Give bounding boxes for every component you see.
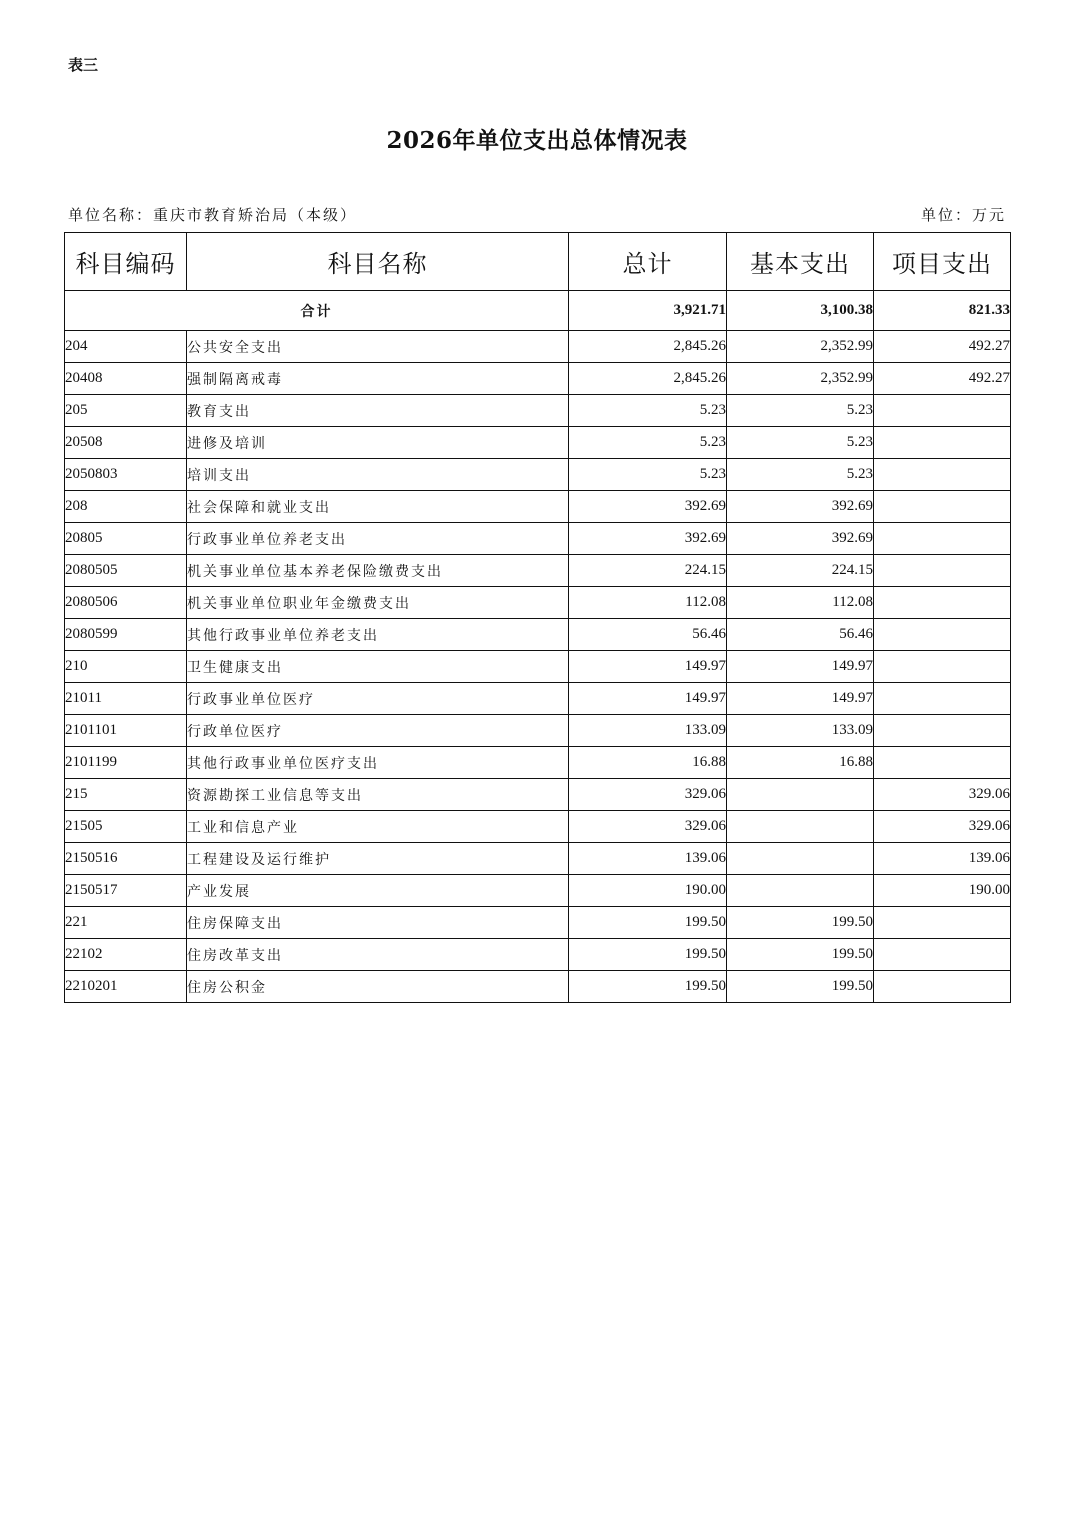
cell-total: 199.50 — [569, 971, 727, 1003]
total-row — [65, 291, 1011, 331]
cell-total: 392.69 — [569, 491, 727, 523]
table-row — [65, 843, 1011, 875]
cell-project — [874, 523, 1011, 555]
cell-basic: 112.08 — [727, 587, 874, 619]
cell-basic: 16.88 — [727, 747, 874, 779]
cell-basic — [727, 811, 874, 843]
cell-project — [874, 395, 1011, 427]
cell-project — [874, 939, 1011, 971]
cell-basic: 149.97 — [727, 683, 874, 715]
cell-total: 56.46 — [569, 619, 727, 651]
table-row — [65, 651, 1011, 683]
cell-code: 22102 — [65, 939, 187, 971]
cell-name: 行政单位医疗 — [187, 715, 569, 747]
cell-project — [874, 491, 1011, 523]
cell-total: 2,845.26 — [569, 331, 727, 363]
cell-name: 机关事业单位基本养老保险缴费支出 — [187, 555, 569, 587]
table-row — [65, 363, 1011, 395]
cell-project — [874, 747, 1011, 779]
table-row — [65, 683, 1011, 715]
cell-code: 2080506 — [65, 587, 187, 619]
cell-project — [874, 715, 1011, 747]
page-title: 2026年单位支出总体情况表 — [386, 127, 688, 154]
sheet-label: 表三 — [68, 56, 99, 74]
cell-name: 社会保障和就业支出 — [187, 491, 569, 523]
cell-name: 其他行政事业单位养老支出 — [187, 619, 569, 651]
cell-project — [874, 555, 1011, 587]
cell-name: 行政事业单位养老支出 — [187, 523, 569, 555]
cell-name: 其他行政事业单位医疗支出 — [187, 747, 569, 779]
cell-project — [874, 619, 1011, 651]
table-row — [65, 395, 1011, 427]
table-row — [65, 939, 1011, 971]
cell-total: 5.23 — [569, 427, 727, 459]
table-row — [65, 971, 1011, 1003]
cell-total: 149.97 — [569, 683, 727, 715]
cell-total: 329.06 — [569, 779, 727, 811]
cell-code: 210 — [65, 651, 187, 683]
header-row — [65, 233, 1011, 291]
cell-code: 215 — [65, 779, 187, 811]
cell-code: 21505 — [65, 811, 187, 843]
cell-name: 行政事业单位医疗 — [187, 683, 569, 715]
cell-project: 492.27 — [874, 331, 1011, 363]
cell-basic: 2,352.99 — [727, 331, 874, 363]
cell-name: 工程建设及运行维护 — [187, 843, 569, 875]
cell-code: 2080505 — [65, 555, 187, 587]
cell-basic: 2,352.99 — [727, 363, 874, 395]
cell-name: 住房改革支出 — [187, 939, 569, 971]
expenditure-table — [64, 232, 1011, 1003]
cell-basic: 392.69 — [727, 523, 874, 555]
table-row — [65, 907, 1011, 939]
cell-project: 329.06 — [874, 779, 1011, 811]
cell-name: 资源勘探工业信息等支出 — [187, 779, 569, 811]
cell-code: 2150516 — [65, 843, 187, 875]
cell-code: 204 — [65, 331, 187, 363]
cell-code: 20408 — [65, 363, 187, 395]
cell-basic — [727, 779, 874, 811]
cell-total: 224.15 — [569, 555, 727, 587]
table-row — [65, 331, 1011, 363]
cell-project — [874, 971, 1011, 1003]
cell-basic: 392.69 — [727, 491, 874, 523]
cell-total: 190.00 — [569, 875, 727, 907]
cell-project: 329.06 — [874, 811, 1011, 843]
cell-project — [874, 459, 1011, 491]
cell-total: 199.50 — [569, 939, 727, 971]
cell-name: 产业发展 — [187, 875, 569, 907]
cell-name: 卫生健康支出 — [187, 651, 569, 683]
cell-code: 2210201 — [65, 971, 187, 1003]
table-row — [65, 555, 1011, 587]
cell-name: 公共安全支出 — [187, 331, 569, 363]
cell-total: 2,845.26 — [569, 363, 727, 395]
table-row — [65, 811, 1011, 843]
cell-name: 进修及培训 — [187, 427, 569, 459]
header-basic: 基本支出 — [727, 233, 874, 291]
cell-code: 2101199 — [65, 747, 187, 779]
cell-project — [874, 683, 1011, 715]
cell-name: 机关事业单位职业年金缴费支出 — [187, 587, 569, 619]
cell-total: 5.23 — [569, 395, 727, 427]
cell-basic: 149.97 — [727, 651, 874, 683]
cell-code: 2050803 — [65, 459, 187, 491]
unit-label: 单位：万元 — [920, 206, 1006, 224]
cell-code: 20805 — [65, 523, 187, 555]
header-name: 科目名称 — [187, 233, 569, 291]
table-row — [65, 779, 1011, 811]
cell-code: 2080599 — [65, 619, 187, 651]
cell-project — [874, 651, 1011, 683]
cell-basic — [727, 875, 874, 907]
cell-project — [874, 427, 1011, 459]
table-row — [65, 619, 1011, 651]
cell-total: 16.88 — [569, 747, 727, 779]
cell-basic: 224.15 — [727, 555, 874, 587]
cell-project — [874, 907, 1011, 939]
table-row — [65, 587, 1011, 619]
cell-basic: 5.23 — [727, 395, 874, 427]
cell-code: 2150517 — [65, 875, 187, 907]
cell-code: 221 — [65, 907, 187, 939]
cell-total: 149.97 — [569, 651, 727, 683]
cell-total: 139.06 — [569, 843, 727, 875]
cell-basic — [727, 843, 874, 875]
header-total: 总计 — [569, 233, 727, 291]
cell-code: 208 — [65, 491, 187, 523]
table-row — [65, 523, 1011, 555]
cell-basic: 199.50 — [727, 907, 874, 939]
table-row — [65, 491, 1011, 523]
cell-code: 205 — [65, 395, 187, 427]
cell-code: 20508 — [65, 427, 187, 459]
cell-project — [874, 587, 1011, 619]
cell-project: 492.27 — [874, 363, 1011, 395]
table-row — [65, 715, 1011, 747]
cell-total: 392.69 — [569, 523, 727, 555]
cell-total: 112.08 — [569, 587, 727, 619]
total-project: 821.33 — [874, 291, 1011, 331]
cell-basic: 199.50 — [727, 971, 874, 1003]
total-basic: 3,100.38 — [727, 291, 874, 331]
cell-name: 住房保障支出 — [187, 907, 569, 939]
cell-total: 329.06 — [569, 811, 727, 843]
header-project: 项目支出 — [874, 233, 1011, 291]
table-row — [65, 459, 1011, 491]
cell-project: 139.06 — [874, 843, 1011, 875]
cell-basic: 5.23 — [727, 459, 874, 491]
cell-code: 2101101 — [65, 715, 187, 747]
cell-code: 21011 — [65, 683, 187, 715]
header-code: 科目编码 — [65, 233, 187, 291]
cell-name: 住房公积金 — [187, 971, 569, 1003]
table-row — [65, 747, 1011, 779]
cell-name: 教育支出 — [187, 395, 569, 427]
table-row — [65, 875, 1011, 907]
table-body — [65, 291, 1011, 1003]
cell-basic: 5.23 — [727, 427, 874, 459]
cell-basic: 133.09 — [727, 715, 874, 747]
cell-basic: 199.50 — [727, 939, 874, 971]
unit-name: 单位名称：重庆市教育矫治局（本级） — [68, 206, 358, 224]
cell-basic: 56.46 — [727, 619, 874, 651]
cell-name: 工业和信息产业 — [187, 811, 569, 843]
cell-name: 强制隔离戒毒 — [187, 363, 569, 395]
total-label: 合计 — [65, 291, 569, 331]
cell-total: 199.50 — [569, 907, 727, 939]
cell-project: 190.00 — [874, 875, 1011, 907]
total-total: 3,921.71 — [569, 291, 727, 331]
table-row — [65, 427, 1011, 459]
cell-total: 133.09 — [569, 715, 727, 747]
cell-total: 5.23 — [569, 459, 727, 491]
cell-name: 培训支出 — [187, 459, 569, 491]
